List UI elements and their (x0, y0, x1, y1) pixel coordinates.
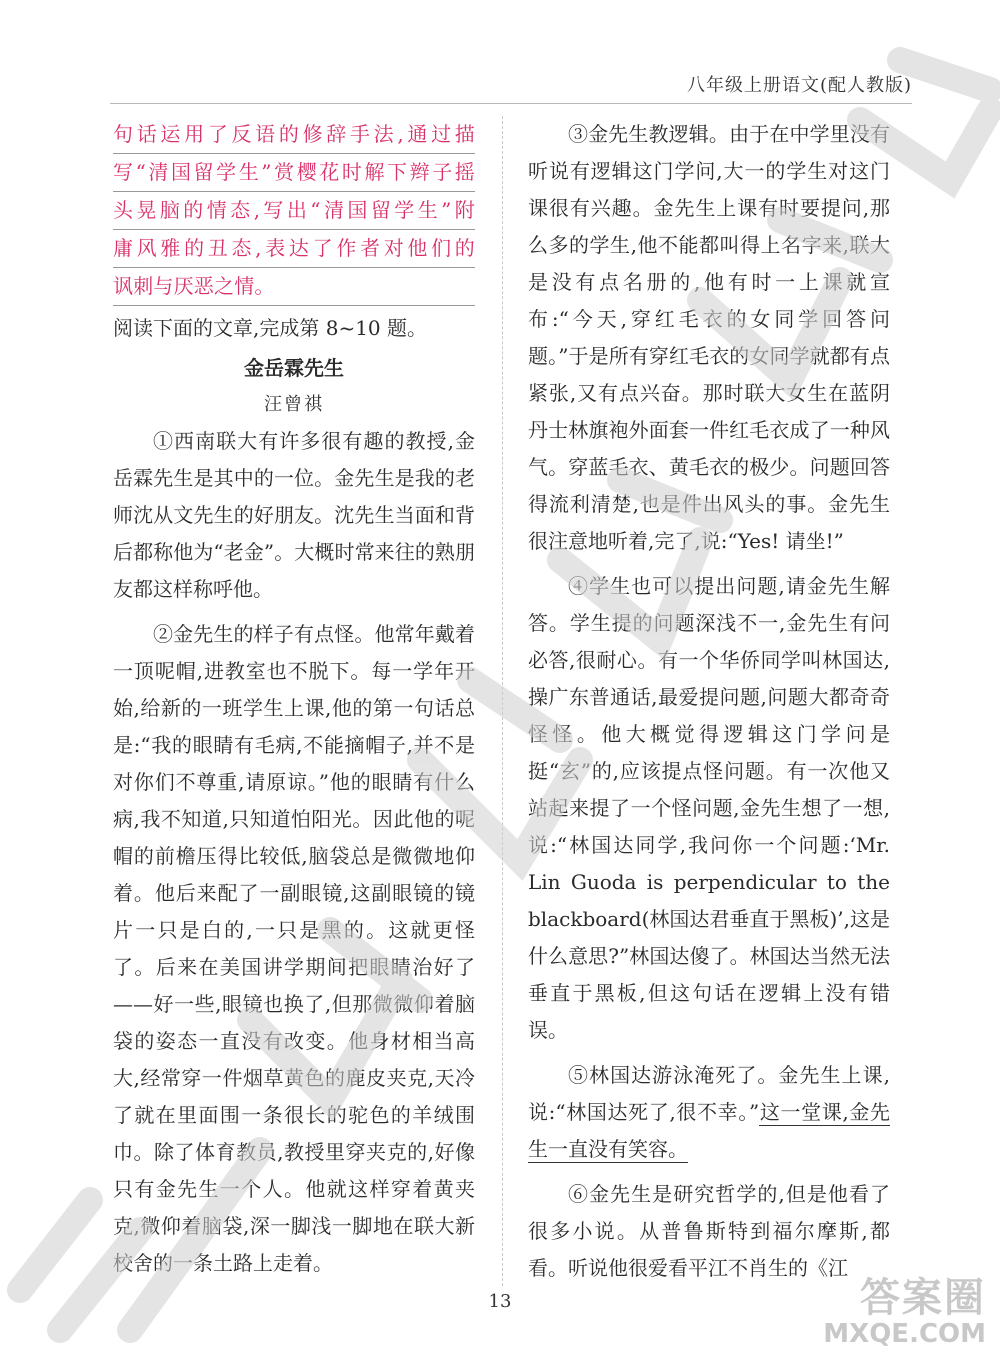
right-column (528, 116, 890, 1287)
column-divider (502, 116, 503, 1286)
page-number: 13 (488, 1291, 512, 1312)
paragraph-5 (528, 1057, 890, 1168)
reading-instruction: 阅读下面的文章,完成第 8~10 题。 (113, 316, 428, 340)
answer-line: 庸风雅的丑态,表达了作者对他们的 (113, 230, 475, 268)
book-title-header: 八年级上册语文(配人教版) (686, 75, 912, 96)
paragraph-4: ④学生也可以提出问题,请金先生解答。学生提的问题深浅不一,金先生有问必答,很耐心。有一个华侨同学叫林国达,操广东普通话,最爱提问题,问题大都奇奇怪怪。他大概觉得逻辑这门学问是挺“玄”的,应该提点怪问题。有一次他又站起来提了一个怪问题,金先生想了一想,说:“林国达同学,我问你一个问题:‘Mr. Lin Guoda is perpendicular to the blackboard(林国达君垂直于黑板)’,这是什么意思?”林国达傻了。林国达当然无法垂直于黑板,但这句话在逻辑上没有错误。 (528, 574, 890, 1042)
paragraph-5-text: ⑤林国达游泳淹死了。金先生上课,说:“林国达死了,很不幸。” (528, 1063, 890, 1124)
paragraph-1: ①西南联大有许多很有趣的教授,金岳霖先生是其中的一位。金先生是我的老师沈从文先生的好朋友。沈先生当面和背后都称他为“老金”。大概时常来往的熟朋友都这样称呼他。 (113, 429, 475, 601)
left-column (113, 116, 475, 1282)
underlined-sentence: 这一堂课,金先生一直没有笑容。 (528, 1100, 891, 1161)
answer-line: 句话运用了反语的修辞手法,通过描 (113, 116, 475, 154)
header-rule (110, 103, 912, 104)
paragraph-3: ③金先生教逻辑。由于在中学里没有听说有逻辑这门学问,大一的学生对这门课很有兴趣。金先生上课有时要提问,那么多的学生,他不能都叫得上名字来,联大是没有点名册的,他有时一上课就宣布:“今天,穿红毛衣的女同学回答问题。”于是所有穿红毛衣的女同学就都有点紧张,又有点兴奋。那时联大女生在蓝阴丹士林旗袍外面套一件红毛衣成了一种风气。穿蓝毛衣、黄毛衣的极少。问题回答得流利清楚,也是件出风头的事。金先生很注意地听着,完了,说:“Yes! 请坐!” (528, 122, 890, 553)
article-author: 汪曾祺 (264, 394, 324, 415)
answer-line: 讽刺与厌恶之情。 (113, 268, 475, 306)
answer-block (113, 116, 475, 306)
paragraph-6: ⑥金先生是研究哲学的,但是他看了很多小说。从普鲁斯特到福尔摩斯,都看。听说他很爱看平江不肖生的《江 (528, 1182, 890, 1280)
paragraph-2: ②金先生的样子有点怪。他常年戴着一顶呢帽,进教室也不脱下。每一学年开始,给新的一班学生上课,他的第一句话总是:“我的眼睛有毛病,不能摘帽子,并不是对你们不尊重,请原谅。”他的眼睛有什么病,我不知道,只知道怕阳光。因此他的呢帽的前檐压得比较低,脑袋总是微微地仰着。他后来配了一副眼镜,这副眼镜的镜片一只是白的,一只是黑的。这就更怪了。后来在美国讲学期间把眼睛治好了——好一些,眼镜也换了,但那微微仰着脑袋的姿态一直没有改变。他身材相当高大,经常穿一件烟草黄色的鹿皮夹克,天冷了就在里面围一条很长的驼色的羊绒围巾。除了体育教员,教授里穿夹克的,好像只有金先生一个人。他就这样穿着黄夹克,微仰着脑袋,深一脚浅一脚地在联大新校舍的一条土路上走着。 (113, 622, 475, 1275)
watermark-logo (823, 1276, 986, 1348)
article-title: 金岳霖先生 (244, 356, 344, 380)
watermark-site-url: MXQE.COM (823, 1319, 986, 1349)
watermark-site-name: 答案圈 (860, 1275, 986, 1321)
answer-line: 写“清国留学生”赏樱花时解下辫子摇 (113, 154, 475, 192)
answer-line: 头晃脑的情态,写出“清国留学生”附 (113, 192, 475, 230)
